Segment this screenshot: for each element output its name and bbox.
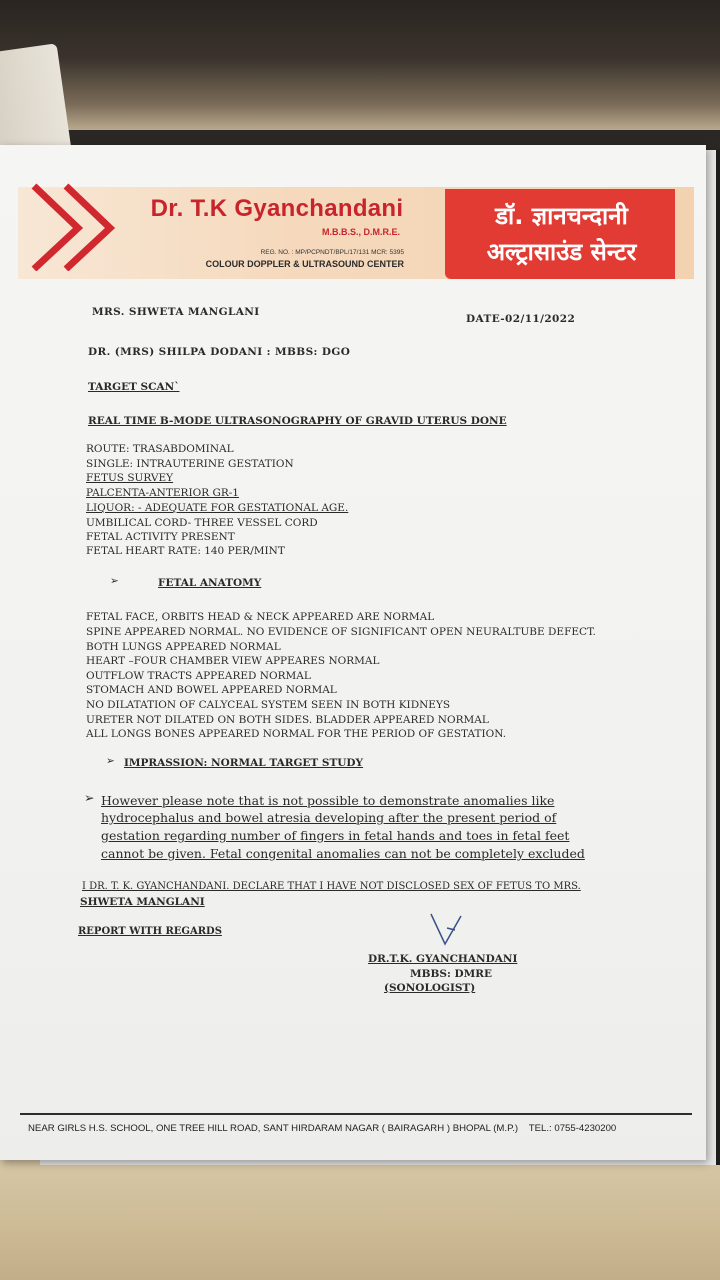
chevron-logo-icon: [26, 181, 126, 271]
patient-name: MRS. SHWETA MANGLANI: [92, 306, 260, 318]
signatory-title: (SONOLOGIST): [384, 982, 476, 994]
finding-fetal-activity: FETAL ACTIVITY PRESENT: [86, 531, 235, 543]
finding-placenta: PALCENTA-ANTERIOR GR-1: [86, 487, 239, 499]
finding-fetus-survey: FETUS SURVEY: [86, 472, 174, 484]
registration-number: REG. NO. : MP/PCPNDT/BPL/17/131 MCR: 5395: [260, 249, 404, 256]
note-line: gestation regarding number of fingers in fetal hands and toes in fetal feet: [101, 828, 570, 843]
anatomy-line: ALL LONGS BONES APPEARED NORMAL FOR THE PERIOD OF GESTATION.: [86, 728, 507, 740]
hindi-logo-box: [445, 189, 675, 279]
finding-umbilical-cord: UMBILICAL CORD- THREE VESSEL CORD: [86, 517, 318, 529]
anatomy-line: NO DILATATION OF CALYCEAL SYSTEM SEEN IN BOTH KIDNEYS: [86, 699, 451, 711]
anatomy-line: STOMACH AND BOWEL APPEARED NORMAL: [86, 684, 337, 696]
hindi-name: डॉ. ज्ञानचन्दानी: [495, 202, 628, 230]
anatomy-line: FETAL FACE, ORBITS HEAD & NECK APPEARED ARE NORMAL: [86, 611, 435, 623]
finding-route: ROUTE: TRASABDOMINAL: [86, 443, 234, 455]
finding-heart-rate: FETAL HEART RATE: 140 PER/MINT: [86, 545, 285, 557]
finding-gestation: SINGLE: INTRAUTERINE GESTATION: [86, 458, 294, 470]
note-line: cannot be given. Fetal congenital anomalies can not be completely excluded: [101, 846, 585, 861]
center-name: COLOUR DOPPLER & ULTRASOUND CENTER: [205, 259, 404, 269]
footer-divider: [20, 1113, 692, 1115]
desk-surface: [0, 1150, 720, 1280]
declaration-line: I DR. T. K. GYANCHANDANI. DECLARE THAT I HAVE NOT DISCLOSED SEX OF FETUS TO MRS.: [82, 881, 581, 892]
closing-regards: REPORT WITH REGARDS: [78, 926, 222, 937]
doctor-name-heading: Dr. T.K Gyanchandani: [150, 195, 404, 222]
note-line: hydrocephalus and bowel atresia developing after the present period of: [101, 810, 557, 825]
signatory-qualification: MBBS: DMRE: [410, 968, 492, 980]
report-page: [0, 145, 706, 1160]
anatomy-line: OUTFLOW TRACTS APPEARED NORMAL: [86, 670, 311, 682]
hindi-center: अल्ट्रासाउंड सेन्टर: [486, 238, 637, 266]
report-date: DATE-02/11/2022: [466, 313, 576, 325]
anatomy-line: URETER NOT DILATED ON BOTH SIDES. BLADDER APPEARED NORMAL: [86, 714, 489, 726]
referring-doctor: DR. (MRS) SHILPA DODANI : MBBS: DGO: [88, 346, 351, 358]
declaration-patient-name: SHWETA MANGLANI: [80, 896, 205, 908]
anatomy-line: BOTH LUNGS APPEARED NORMAL: [86, 641, 281, 653]
anatomy-line: HEART –FOUR CHAMBER VIEW APPEARES NORMAL: [86, 655, 380, 667]
procedure-line: REAL TIME B-MODE ULTRASONOGRAPHY OF GRAVID UTERUS DONE: [88, 415, 507, 427]
footer-phone: TEL.: 0755-4230200: [528, 1123, 617, 1134]
arrow-bullet-icon: ➢: [84, 790, 95, 805]
scan-type: TARGET SCAN`: [88, 381, 180, 393]
anatomy-heading: FETAL ANATOMY: [158, 577, 262, 589]
impression-line: IMPRASSION: NORMAL TARGET STUDY: [124, 757, 364, 769]
footer-address: NEAR GIRLS H.S. SCHOOL, ONE TREE HILL ROAD, SANT HIRDARAM NAGAR ( BAIRAGARH ) BHOPAL (M.P.): [28, 1123, 519, 1134]
finding-liquor: LIQUOR: - ADEQUATE FOR GESTATIONAL AGE.: [86, 502, 349, 514]
background-wall: [0, 0, 720, 130]
anatomy-line: SPINE APPEARED NORMAL. NO EVIDENCE OF SIGNIFICANT OPEN NEURALTUBE DEFECT.: [86, 626, 596, 638]
arrow-bullet-icon: ➢: [110, 575, 119, 587]
signature-mark: [425, 910, 475, 950]
footer-address-line: [28, 1123, 688, 1134]
arrow-bullet-icon: ➢: [106, 755, 115, 767]
signatory-name: DR.T.K. GYANCHANDANI: [368, 953, 518, 965]
doctor-degrees: M.B.B.S., D.M.R.E.: [321, 227, 400, 237]
note-line: However please note that is not possible to demonstrate anomalies like: [101, 793, 555, 808]
